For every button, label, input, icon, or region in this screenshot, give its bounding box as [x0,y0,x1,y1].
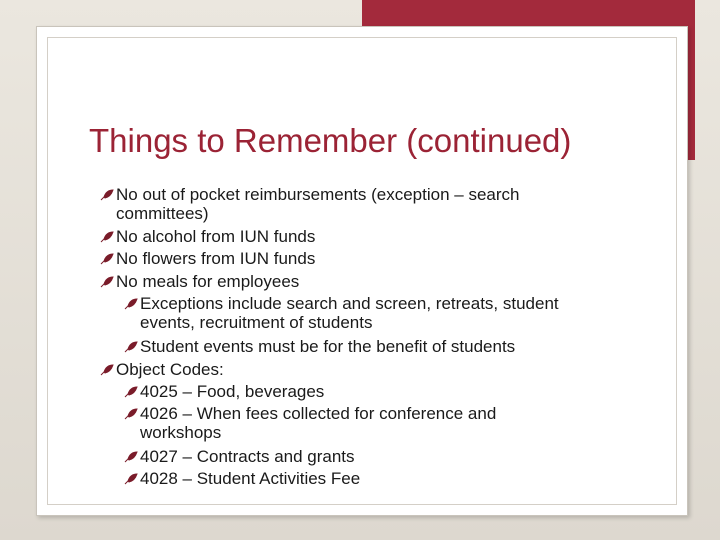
list-item [116,227,315,246]
list-item-line: 4025 – Food, beverages [140,382,325,401]
list-item [140,404,496,442]
list-item [116,272,299,291]
feather-bullet-icon [124,451,136,463]
list-item-line: 4026 – When fees collected for conference and [140,404,497,423]
list-item-line: Exceptions include search and screen, retreats, student [140,294,559,313]
list-item-line: Student events must be for the benefit of students [140,337,516,356]
list-item-line: workshops [140,423,222,442]
list-item-line: No flowers from IUN funds [116,249,316,268]
list-item [140,469,360,488]
list-item-line: 4027 – Contracts and grants [140,447,355,466]
feather-bullet-icon [124,341,136,353]
list-item-line: Object Codes: [116,360,224,379]
list-item [140,382,324,401]
list-item-line: No meals for employees [116,272,300,291]
list-item [140,337,515,356]
feather-bullet-icon [124,298,136,310]
slide-title: Things to Remember (continued) [89,122,572,159]
feather-bullet-icon [100,276,112,288]
feather-bullet-icon [100,189,112,201]
list-item [140,294,559,332]
list-item [116,360,224,379]
list-item [140,447,355,466]
feather-bullet-icon [124,386,136,398]
feather-bullet-icon [100,364,112,376]
list-item-line: 4028 – Student Activities Fee [140,469,361,488]
feather-bullet-icon [124,473,136,485]
list-item-line: committees) [116,204,209,223]
list-item-line: No out of pocket reimbursements (exception – search [116,185,520,204]
list-item-line: No alcohol from IUN funds [116,227,316,246]
feather-bullet-icon [100,231,112,243]
feather-bullet-icon [124,408,136,420]
list-item-line: events, recruitment of students [140,313,373,332]
feather-bullet-icon [100,253,112,265]
list-item [116,185,519,223]
list-item [116,249,315,268]
